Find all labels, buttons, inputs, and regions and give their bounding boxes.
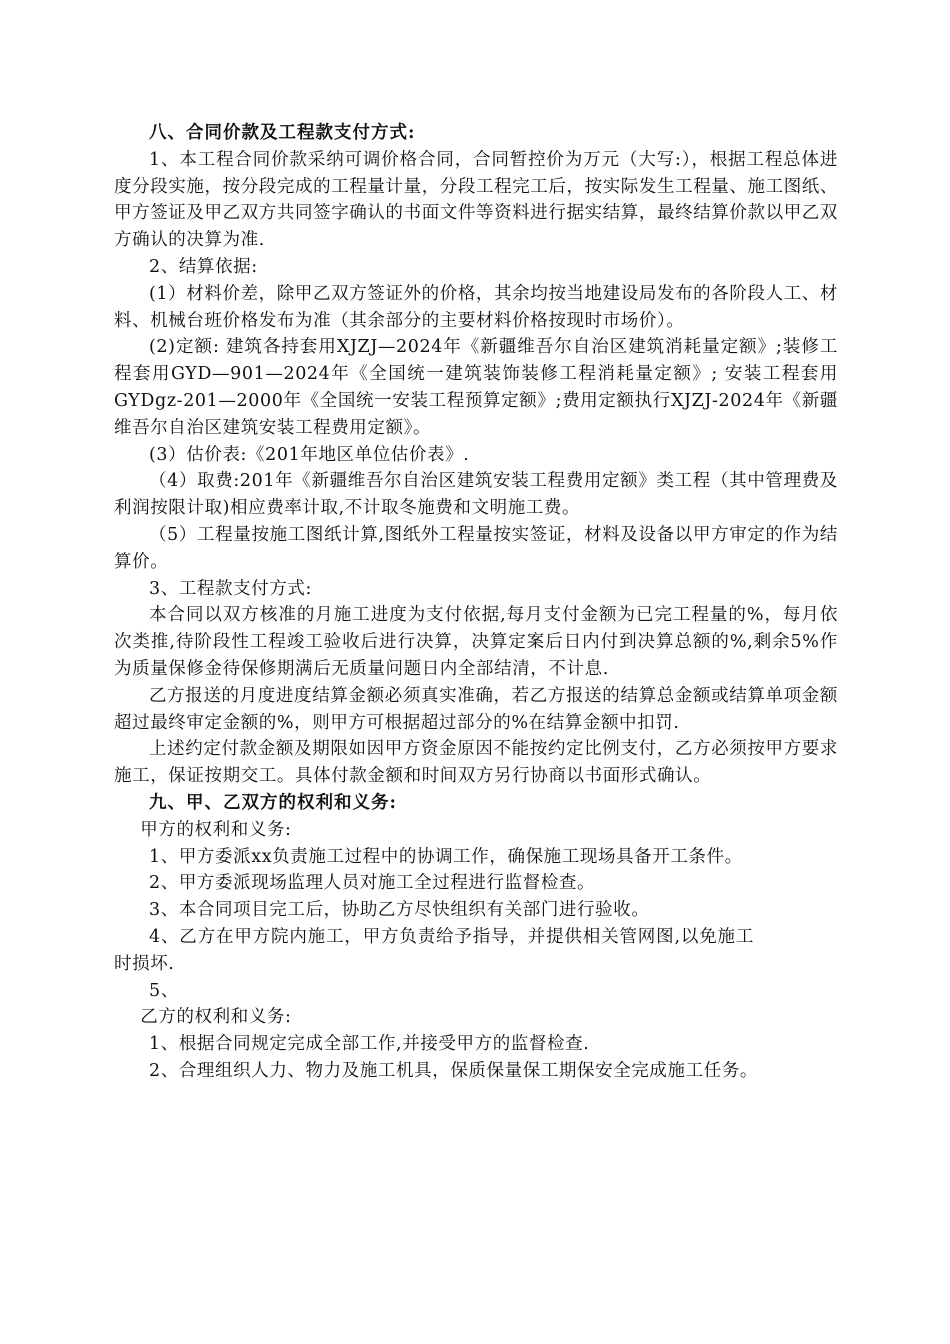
- section-heading-8: 八、合同价款及工程款支付方式:: [149, 123, 416, 143]
- paragraph: (2)定额: 建筑各持套用XJZJ—2024年《新疆维吾尔自治区建筑消耗量定额》;装修工程套用GYD—901—2024年《全国统一建筑装饰装修工程消耗量定额》; 安装工程套用GYDgz-201—2000年《全国统一安装工程预算定额》;费用定额执行XJZJ-2024年《新疆维吾尔自治区建筑安装工程费用定额》。: [114, 337, 838, 438]
- paragraph: 乙方报送的月度进度结算金额必须真实准确，若乙方报送的结算总金额或结算单项金额超过最终审定金额的%，则甲方可根据超过部分的%在结算金额中扣罚.: [114, 685, 838, 733]
- paragraph: 5、: [149, 980, 179, 1001]
- paragraph: 1、根据合同规定完成全部工作,并接受甲方的监督检查.: [149, 1034, 590, 1055]
- paragraph: (1）材料价差，除甲乙双方签证外的价格，其余均按当地建设局发布的各阶段人工、材料、机械台班价格发布为准（其余部分的主要材料价格按现时市场价）。: [114, 283, 838, 331]
- paragraph: 本合同以双方核准的月施工进度为支付依据,每月支付金额为已完工程量的%，每月依次类推,待阶段性工程竣工验收后进行决算，决算定案后日内付到决算总额的%,剩余5%作为质量保修金待保修期满后无质量问题日内全部结清，不计息.: [114, 605, 838, 679]
- section-heading-9: 九、甲、乙双方的权利和义务:: [149, 792, 397, 813]
- paragraph: 1、甲方委派xx负责施工过程中的协调工作，确保施工现场具备开工条件。: [149, 846, 743, 867]
- paragraph: 2、结算依据:: [149, 256, 258, 277]
- paragraph: 上述约定付款金额及期限如因甲方资金原因不能按约定比例支付，乙方必须按甲方要求施工，保证按期交工。具体付款金额和时间双方另行协商以书面形式确认。: [114, 739, 838, 787]
- paragraph: (3）估价表:《201年地区单位估价表》.: [149, 444, 470, 465]
- paragraph: 2、甲方委派现场监理人员对施工全过程进行监督检查。: [149, 873, 596, 894]
- paragraph: 甲方的权利和义务:: [140, 819, 292, 840]
- paragraph: 3、工程款支付方式:: [149, 578, 313, 599]
- paragraph: （4）取费:201年《新疆维吾尔自治区建筑安装工程费用定额》类工程（其中管理费及利润按限计取)相应费率计取,不计取冬施费和文明施工费。: [114, 471, 838, 519]
- document-body: [114, 120, 838, 1085]
- paragraph: 1、本工程合同价款采纳可调价格合同，合同暂控价为万元（大写:），根据工程总体进度分段实施，按分段完成的工程量计量，分段工程完工后，按实际发生工程量、施工图纸、甲方签证及甲乙双方共同签字确认的书面文件等资料进行据实结算，最终结算价款以甲乙双方确认的决算为准.: [114, 149, 838, 251]
- paragraph: 乙方的权利和义务:: [140, 1007, 292, 1028]
- paragraph: 3、本合同项目完工后，协助乙方尽快组织有关部门进行验收。: [149, 900, 650, 921]
- paragraph: 4、乙方在甲方院内施工，甲方负责给予指导，并提供相关管网图,以免施工时损坏.: [114, 926, 754, 974]
- paragraph: （5）工程量按施工图纸计算,图纸外工程量按实签证，材料及设备以甲方审定的作为结算价。: [114, 524, 838, 572]
- paragraph: 2、合理组织人力、物力及施工机具，保质保量保工期保安全完成施工任务。: [149, 1060, 759, 1081]
